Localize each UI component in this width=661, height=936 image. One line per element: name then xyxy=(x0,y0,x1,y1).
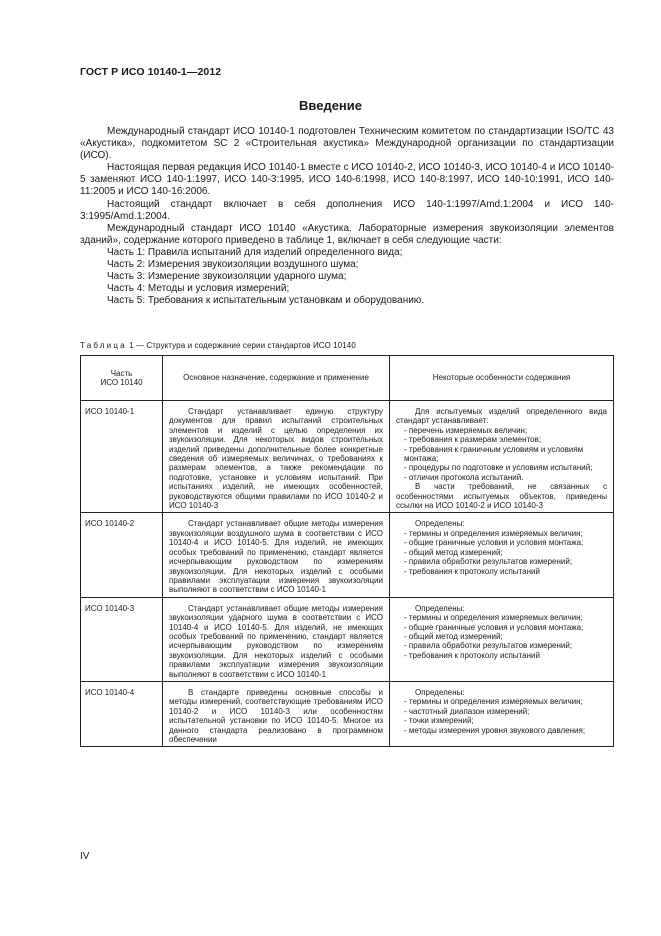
part-list-item: Часть 1: Правила испытаний для изделий определенного вида; xyxy=(107,246,403,258)
standards-table xyxy=(80,355,614,747)
part-list-item: Часть 2: Измерения звукоизоляции воздушного шума; xyxy=(107,259,359,271)
cell-features: Определены: - термины и определения измеряемых величин; - общие граничные условия и условия монтажа; - общий метод измерений; - правила обработки результатов измерений; - требования к протоколу испытаний xyxy=(390,513,614,597)
document-header: ГОСТ Р ИСО 10140-1—2012 xyxy=(80,66,222,78)
section-title: Введение xyxy=(299,98,362,113)
table-row xyxy=(81,681,614,746)
part-list-item: Часть 5: Требования к испытательным установкам и оборудованию. xyxy=(107,295,425,307)
page-number: IV xyxy=(80,851,90,862)
paragraph: Настоящая первая редакция ИСО 10140-1 вместе с ИСО 10140-2, ИСО 10140-3, ИСО 10140-4 и ИСО 10140-5 заменяют ИСО 140-1:1997, ИСО 140-3:1995, ИСО 140-6:1998, ИСО 140-8:1997, ИСО 140-10:1991, ИСО 140-11:2005 и ИСО 140-16:2006. xyxy=(80,162,614,198)
header-part: Часть ИСО 10140 xyxy=(81,356,163,401)
paragraph: Настоящий стандарт включает в себя дополнения ИСО 140-1:1997/Amd.1:2004 и ИСО 140-3:1995/Amd.1:2004. xyxy=(80,198,614,222)
table-caption-label: Таблица xyxy=(80,341,127,350)
table-caption xyxy=(80,341,356,350)
header-features: Некоторые особенности содержания xyxy=(390,356,614,401)
cell-purpose: Стандарт устанавливает общие методы измерения звукоизоляции ударного шума в соответствии с ИСО 10140-4 и ИСО 10140-5. Для изделий, не имеющих особых требований по применению, стандарт является исчерпывающим руководством по измерениям звукоизоляции. Для некоторых изделий с особыми правилами эксплуатации измерения звукоизоляции выполняют в соответствии с ИСО 10140-1 xyxy=(163,597,390,681)
cell-purpose: Стандарт устанавливает общие методы измерения звукоизоляции воздушного шума в соответствии с ИСО 10140-4 и ИСО 10140-5. Для изделий, не имеющих особых требований по применению, стандарт является исчерпывающим руководством по измерениям звукоизоляции. Для некоторых изделий с особыми правилами эксплуатации измерения звукоизоляции выполняют в соответствии с ИСО 10140-1 xyxy=(163,513,390,597)
cell-purpose: Стандарт устанавливает единую структуру документов для правил испытаний строительных элементов и изделий с целью определения их звукоизоляции. Для некоторых видов строительных изделий приведены дополнительные более конкретные сведения об измеряемых величинах, о требованиях к размерам элементов, а также рекомендации по подготовке, установке и условиям испытаний. При испытаниях изделий, не имеющих особенностей, руководствуются общими правилами по ИСО 10140-2 и ИСО 10140-3 xyxy=(163,401,390,513)
paragraph: Международный стандарт ИСО 10140-1 подготовлен Техническим комитетом по стандартизации ISO/TC 43 «Акустика», подкомитетом SC 2 «Строительная акустика» Международной организации по стандартизации (ИСО). xyxy=(80,126,614,162)
cell-part: ИСО 10140-3 xyxy=(81,597,163,681)
table-header-row xyxy=(81,356,614,401)
table-row xyxy=(81,597,614,681)
introduction-text xyxy=(80,126,614,307)
header-purpose: Основное назначение, содержание и применение xyxy=(163,356,390,401)
part-list-item: Часть 4: Методы и условия измерений; xyxy=(107,283,290,295)
cell-part: ИСО 10140-2 xyxy=(81,513,163,597)
cell-part: ИСО 10140-1 xyxy=(81,401,163,513)
paragraph: Международный стандарт ИСО 10140 «Акустика. Лабораторные измерения звукоизоляции элементов зданий», содержание которого приведено в таблице 1, включает в себя следующие части: xyxy=(80,222,614,246)
table-caption-text: 1 — Структура и содержание серии стандартов ИСО 10140 xyxy=(126,341,356,350)
cell-part: ИСО 10140-4 xyxy=(81,681,163,746)
table-row xyxy=(81,401,614,513)
part-list-item: Часть 3: Измерение звукоизоляции ударного шума; xyxy=(107,271,347,283)
cell-features: Определены: - термины и определения измеряемых величин; - частотный диапазон измерений; - точки измерений; - методы измерения уровня звукового давления; xyxy=(390,681,614,746)
cell-features: Для испытуемых изделий определенного вида стандарт устанавливает: - перечень измеряемых величин; - требования к размерам элементов; - требования к граничным условиям и условиям монтажа; - процедуры по подготовке и условиям испытаний; - отличия протокола испытаний. В части требований, не связанных с особенностями испытуемых объектов, приведены ссылки на ИСО 10140-2 и ИСО 10140-3 xyxy=(390,401,614,513)
cell-purpose: В стандарте приведены основные способы и методы измерений, соответствующие требованиям ИСО 10140-2 и ИСО 10140-3 или особенностям испытательной установки по ИСО 10140-5. Многое из данного стандарта реализовано в программном обеспечении xyxy=(163,681,390,746)
cell-features: Определены: - термины и определения измеряемых величин; - общие граничные условия и условия монтажа; - общий метод измерений; - правила обработки результатов измерений; - требования к протоколу испытаний xyxy=(390,597,614,681)
table-row xyxy=(81,513,614,597)
